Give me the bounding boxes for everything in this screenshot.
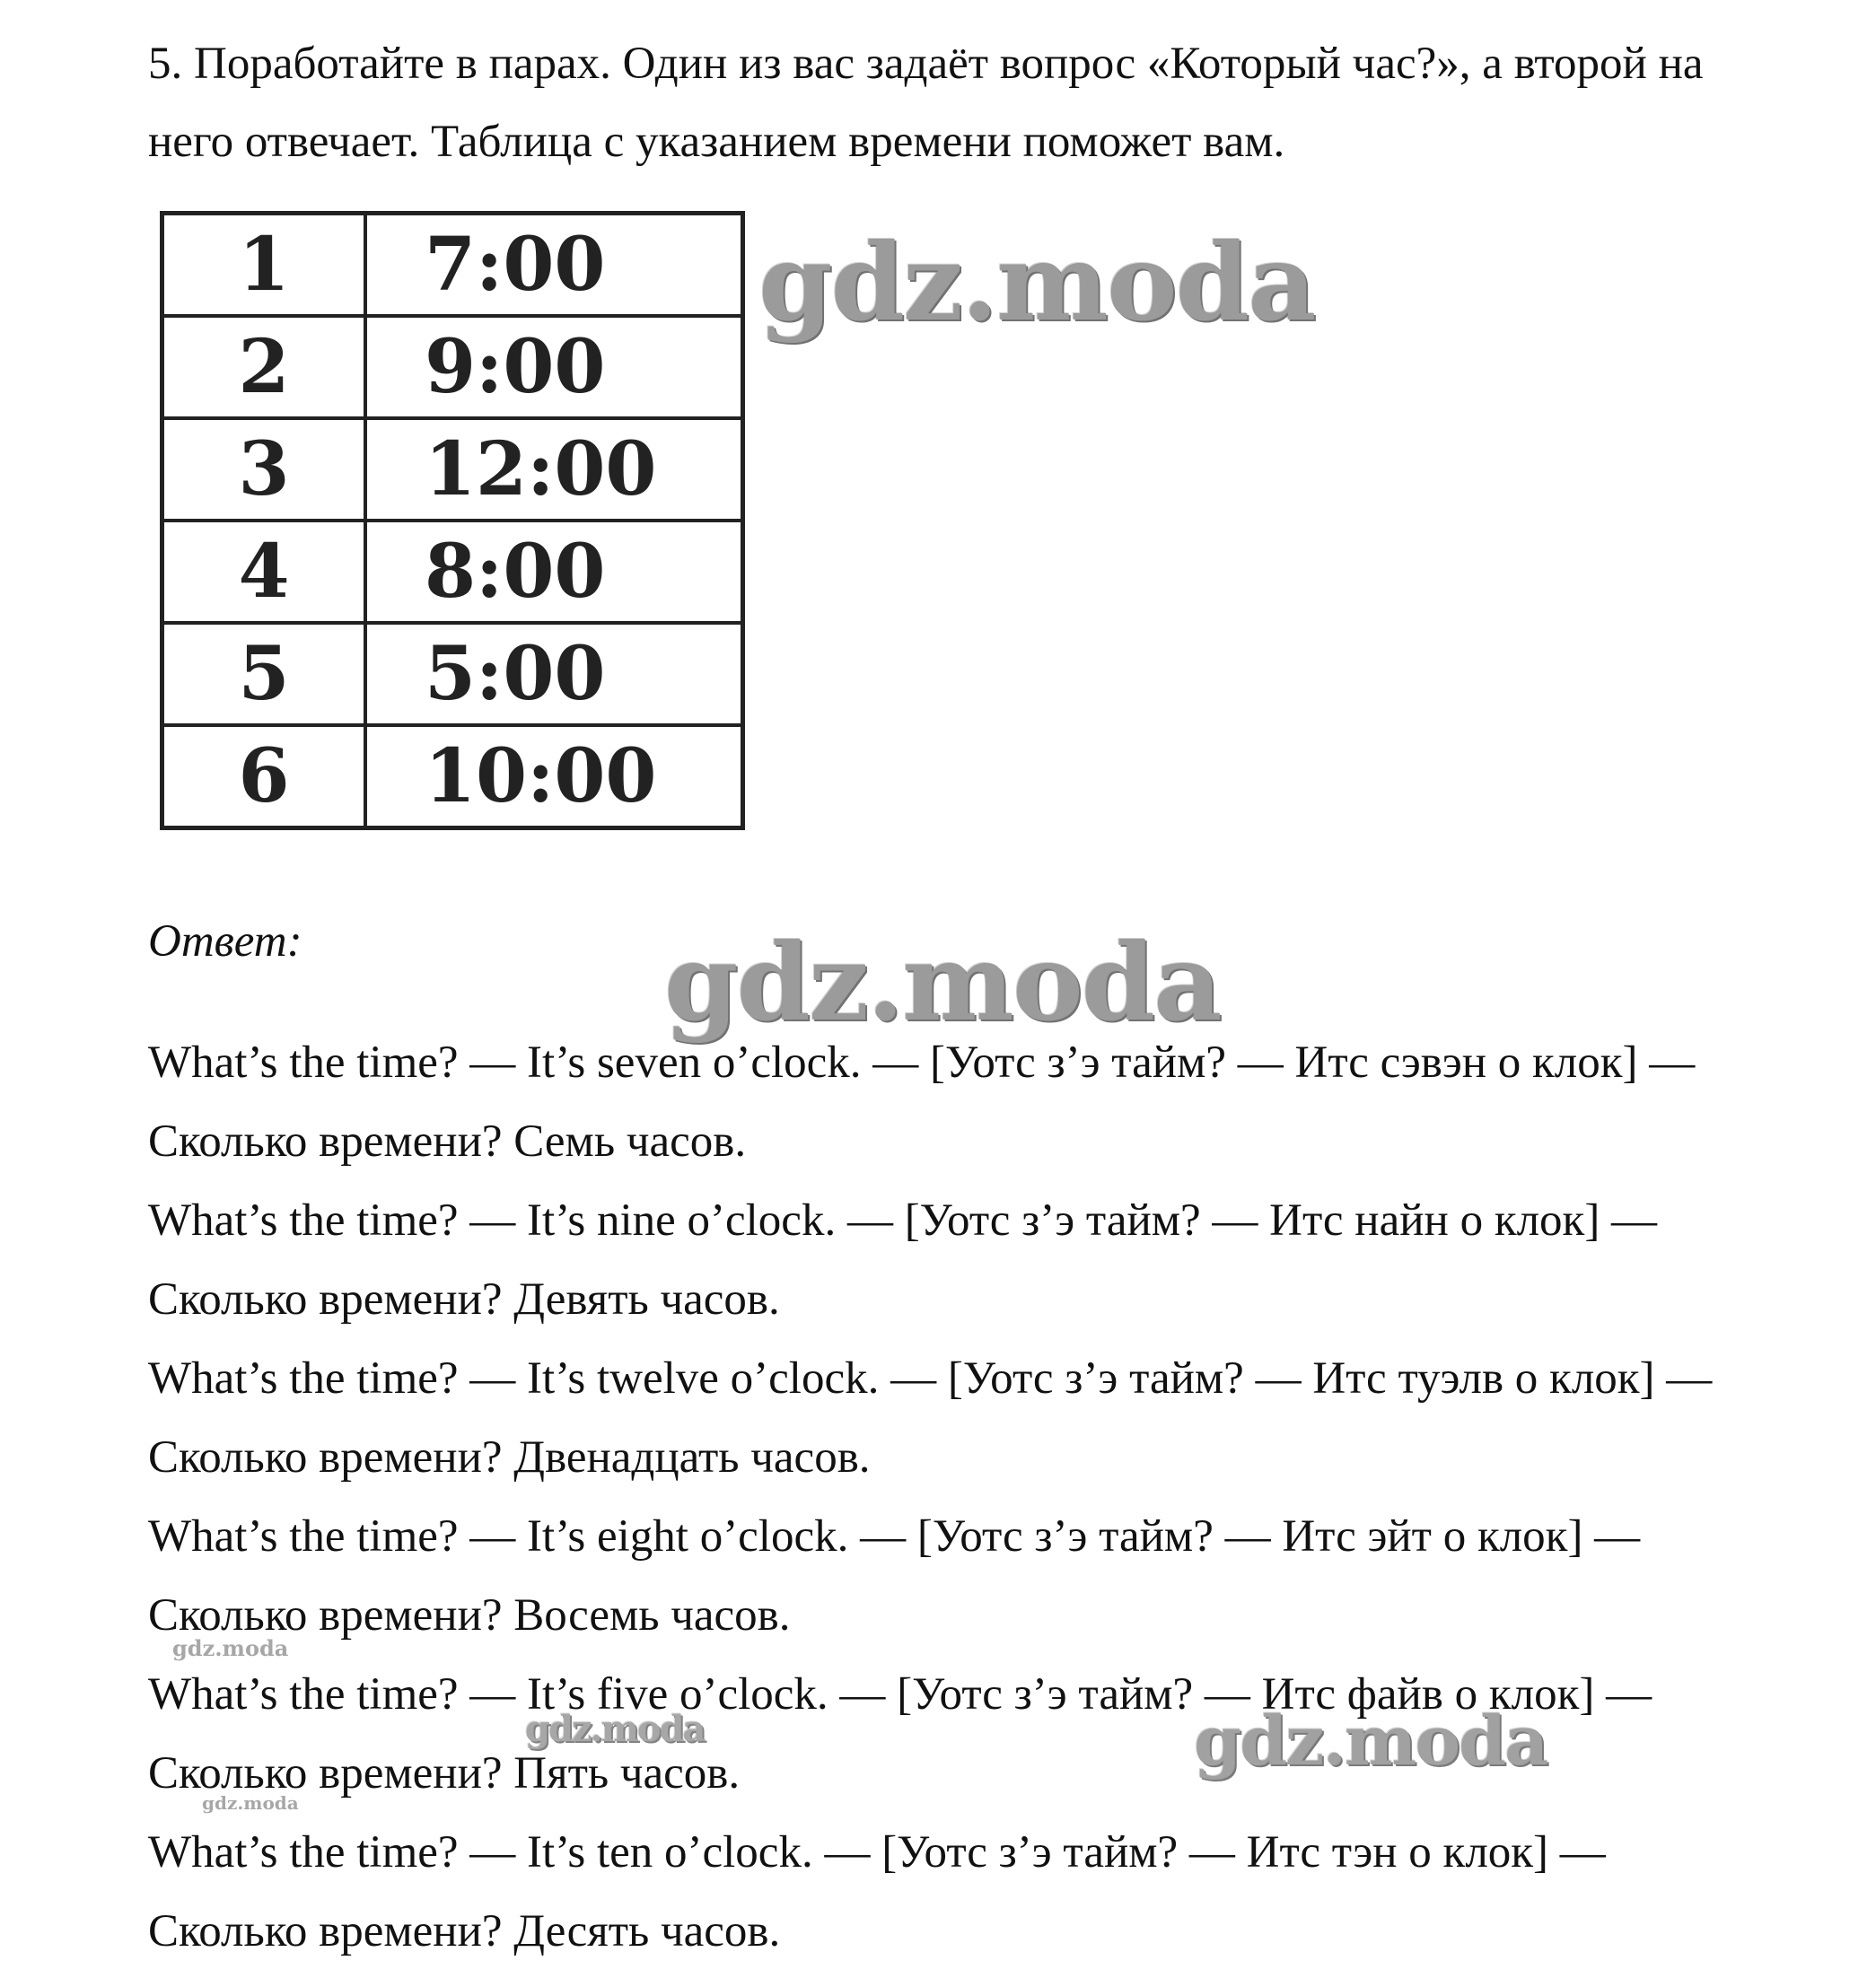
answer-line: What’s the time? — It’s eight o’clock. — [Уотс з’э тайм? — Итс эйт о клок] — Сколько времени? Восемь часов.: [148, 1511, 1641, 1641]
answer-line: What’s the time? — It’s twelve o’clock. — [Уотс з’э тайм? — Итс туэлв о клок] — Сколько времени? Двенадцать часов.: [148, 1353, 1713, 1483]
row-number: 1: [162, 214, 366, 317]
table-row: [162, 214, 743, 317]
table-row: [162, 725, 743, 828]
row-number: 3: [162, 418, 366, 521]
table-row: [162, 418, 743, 521]
answer-line: What’s the time? — It’s nine o’clock. — [Уотс з’э тайм? — Итс найн о клок] — Сколько времени? Девять часов.: [148, 1195, 1658, 1325]
watermark: gdz.moda: [664, 920, 1221, 1045]
answer-label: Ответ:: [148, 916, 302, 967]
watermark: gdz.moda: [525, 1708, 705, 1750]
row-number: 6: [162, 725, 366, 828]
watermark: gdz.moda: [1194, 1701, 1547, 1781]
answer-line: What’s the time? — It’s five o’clock. — [Уотс з’э тайм? — Итс файв о клок] — Сколько времени? Пять часов.: [148, 1669, 1652, 1799]
row-number: 2: [162, 316, 366, 418]
table-row: [162, 521, 743, 623]
table-row: [162, 623, 743, 725]
time-table: [160, 211, 745, 830]
row-time: 10:00: [365, 725, 742, 828]
row-time: 12:00: [365, 418, 742, 521]
row-time: 5:00: [365, 623, 742, 725]
answer-line: What’s the time? — It’s seven o’clock. — [Уотс з’э тайм? — Итс сэвэн о клок] — Сколько времени? Семь часов.: [148, 1037, 1696, 1167]
row-time: 9:00: [365, 316, 742, 418]
answer-list: [148, 1023, 1764, 1971]
row-number: 5: [162, 623, 366, 725]
watermark: gdz.moda: [172, 1635, 289, 1661]
answer-line: What’s the time? — It’s ten o’clock. — [Уотс з’э тайм? — Итс тэн о клок] — Сколько времени? Десять часов.: [148, 1827, 1606, 1956]
row-number: 4: [162, 521, 366, 623]
task-instruction: 5. Поработайте в парах. Один из вас задаёт вопрос «Который час?», а второй на него отвечает. Таблица с указанием времени поможет вам.: [148, 39, 1704, 167]
watermark: gdz.moda: [758, 220, 1315, 345]
row-time: 7:00: [365, 214, 742, 317]
row-time: 8:00: [365, 521, 742, 623]
watermark: gdz.moda: [202, 1792, 299, 1814]
table-row: [162, 316, 743, 418]
